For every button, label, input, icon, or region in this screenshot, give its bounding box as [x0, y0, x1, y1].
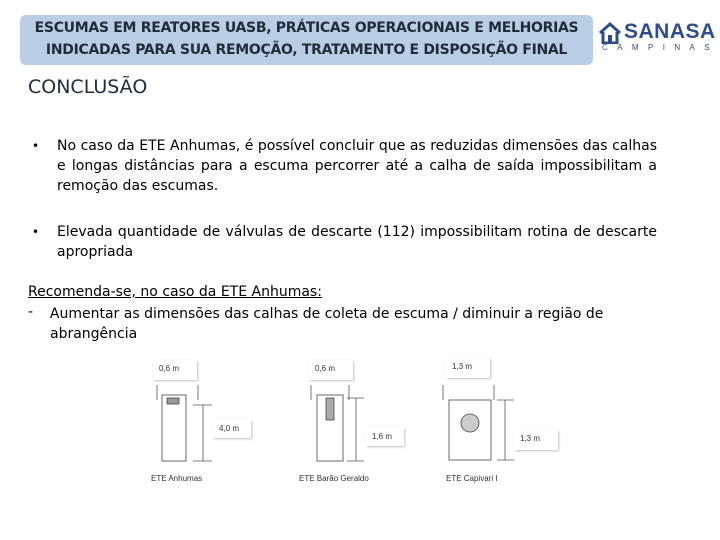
dimension-label: 0,6 m — [309, 360, 353, 380]
dimension-label: 1,6 m — [366, 428, 404, 446]
logo-name: SANASA — [624, 20, 716, 43]
header-title-line1: ESCUMAS EM REATORES UASB, PRÁTICAS OPERACIONAIS E MELHORIAS — [34, 20, 579, 36]
diagram-caption: ETE Barão Geraldo — [299, 474, 369, 483]
bullet-marker: • — [32, 225, 40, 239]
diagram-barao-geraldo — [311, 385, 364, 461]
recommendation-dash: - — [28, 304, 34, 320]
dimension-label: 0,6 m — [153, 360, 197, 380]
header-title-line2: INDICADAS PARA SUA REMOÇÃO, TRATAMENTO E DISPOSIÇÃO FINAL — [45, 42, 568, 58]
dimension-label: 1,3 m — [514, 430, 558, 450]
diagram-capivari — [443, 385, 514, 460]
recommendation-heading: Recomenda-se, no caso da ETE Anhumas: — [28, 284, 322, 300]
logo-subtitle: CAMPINAS — [602, 43, 719, 52]
diagram-caption: ETE Anhumas — [151, 474, 203, 483]
bullet-text-1: No caso da ETE Anhumas, é possível concluir que as reduzidas dimensões das calhas e longas distâncias para a escuma percorrer até a calha de saída impossibilitam a remoção das escumas. — [57, 138, 657, 194]
recommendation-item: Aumentar as dimensões das calhas de coleta de escuma / diminuir a região de abrangência — [49, 306, 604, 342]
bullet-marker: • — [32, 139, 40, 153]
diagram-caption: ETE Capivari I — [446, 474, 498, 483]
bullet-text-2: Elevada quantidade de válvulas de descarte (112) impossibilitam rotina de descarte apropriada — [57, 224, 657, 260]
dimension-label: 4,0 m — [213, 420, 251, 438]
diagram-anhumas — [157, 385, 212, 461]
dimension-label: 1,3 m — [446, 358, 490, 378]
section-title: CONCLUSÃO — [28, 76, 148, 98]
